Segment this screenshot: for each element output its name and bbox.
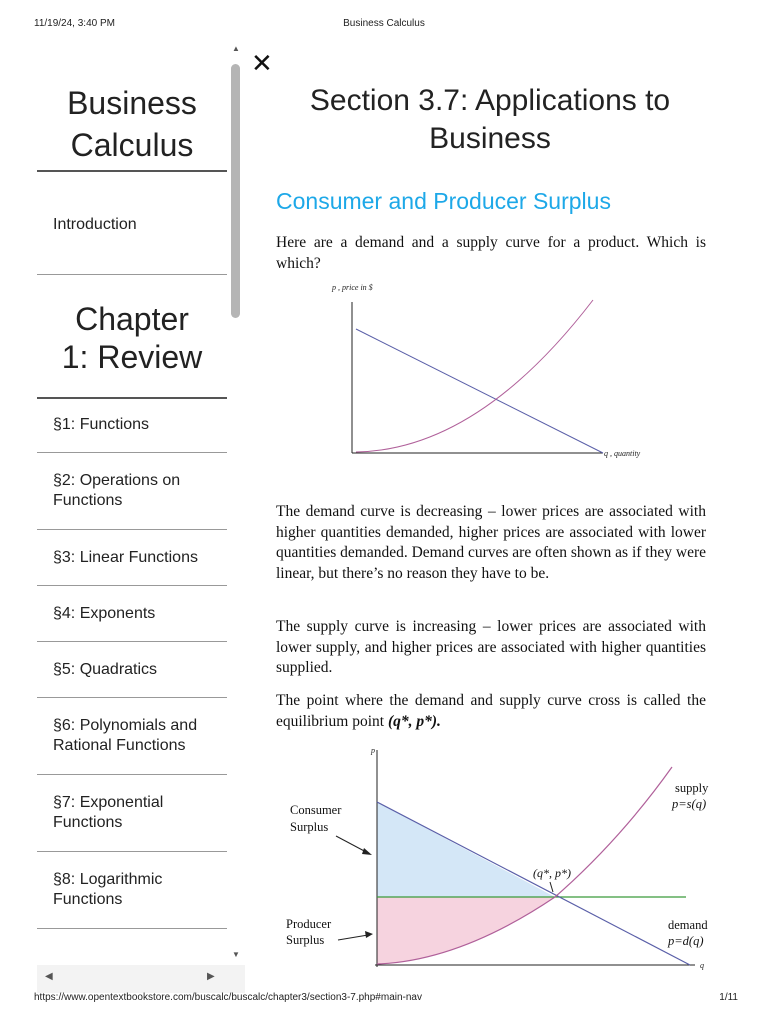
paragraph-intro: Here are a demand and a supply curve for a product. Which is which? (276, 234, 706, 272)
sidebar-nav (37, 38, 245, 988)
graph1-xlabel: q , quantity (604, 449, 641, 458)
supply-label: supply (675, 781, 709, 795)
divider (37, 697, 227, 698)
paragraph-equilibrium (276, 691, 706, 732)
divider (37, 774, 227, 775)
sidebar-item-logarithmic-functions[interactable] (53, 870, 225, 910)
supply-function-label: p=s(q) (672, 797, 707, 811)
scrollbar-thumb[interactable] (231, 64, 240, 318)
print-url: https://www.opentextbookstore.com/buscalc/buscalc/chapter3/section3-7.php#main-nav (34, 992, 422, 1003)
sidebar-title-line2: Calculus (70, 127, 194, 163)
scroll-down-arrow-icon[interactable]: ▼ (232, 950, 240, 959)
arrowhead (365, 931, 373, 938)
divider (37, 585, 227, 586)
paragraph-demand: The demand curve is decreasing – lower prices are associated with higher quantities demanded, higher prices are associated with lower quantities demanded. Demand curves are often shown as if they were linear, but there’s no reason they have to be. (276, 503, 706, 582)
producer-surplus-region (377, 897, 555, 964)
supply-curve (356, 300, 593, 452)
sidebar-item-label: §5: Quadratics (53, 661, 158, 678)
divider (37, 397, 227, 399)
divider (37, 274, 227, 275)
section-heading: Consumer and Producer Surplus (276, 188, 611, 214)
producer-surplus-arrow (338, 935, 368, 940)
close-icon[interactable]: ✕ (251, 48, 273, 78)
sidebar-item-linear-functions[interactable] (53, 548, 225, 568)
consumer-surplus-label-line1: Consumer (290, 803, 342, 817)
sidebar-item-functions[interactable] (53, 415, 225, 435)
sidebar-item-label: §1: Functions (53, 416, 150, 433)
sidebar-item-label: §6: Polynomials and (53, 717, 198, 734)
sidebar-item-introduction[interactable]: Introduction (53, 216, 137, 233)
surplus-graph (280, 745, 720, 975)
equilibrium-label: (q*, p*) (533, 866, 571, 880)
page-title-line1: Section 3.7: Applications to (309, 84, 671, 117)
print-header (0, 18, 768, 34)
demand-function-label: p=d(q) (668, 934, 704, 948)
graph2-xlabel: q (700, 961, 704, 970)
sidebar-item-quadratics[interactable] (53, 660, 225, 680)
print-timestamp: 11/19/24, 3:40 PM (34, 18, 115, 29)
sidebar-item-label: §7: Exponential (53, 794, 164, 811)
divider (37, 529, 227, 530)
equilibrium-point-math: (q*, p*). (387, 712, 441, 730)
divider (37, 851, 227, 852)
scroll-right-arrow-icon[interactable]: ▶ (207, 971, 215, 982)
sidebar-chapter-title[interactable] (37, 300, 227, 376)
demand-curve (356, 329, 603, 453)
sidebar-item-label: Functions (53, 891, 123, 908)
sidebar-item-label: Functions (53, 492, 123, 509)
sidebar-item-operations-on-functions[interactable] (53, 471, 225, 511)
horizontal-scrollbar[interactable] (37, 965, 245, 993)
arrowhead (362, 848, 372, 855)
sidebar-item-label: §3: Linear Functions (53, 549, 198, 566)
divider (37, 170, 227, 172)
demand-label: demand (668, 918, 708, 932)
producer-surplus-label-line1: Producer (286, 917, 332, 931)
chapter-title-line2: 1: Review (61, 339, 203, 375)
sidebar-item-label: §8: Logarithmic (53, 871, 163, 888)
producer-surplus-label-line2: Surplus (286, 933, 325, 947)
sidebar-item-label: Functions (53, 814, 123, 831)
sidebar-item-label: §4: Exponents (53, 605, 156, 622)
paragraph-equilibrium-text: The point where the demand and supply curve cross is called the equilibrium point (276, 692, 706, 730)
consumer-surplus-label-line2: Surplus (290, 820, 329, 834)
divider (37, 928, 227, 929)
chapter-title-line1: Chapter (75, 301, 189, 337)
page-number: 1/11 (719, 992, 738, 1003)
graph2-ylabel: p (371, 746, 375, 755)
graph1-ylabel: p , price in $ (332, 283, 373, 292)
page-title (270, 82, 710, 158)
scroll-left-arrow-icon[interactable]: ◀ (45, 971, 53, 982)
sidebar-item-label: Rational Functions (53, 737, 186, 754)
sidebar-item-polynomials[interactable] (53, 716, 225, 756)
sidebar-item-exponential-functions[interactable] (53, 793, 225, 833)
scroll-up-arrow-icon[interactable]: ▲ (232, 44, 240, 53)
sidebar-item-exponents[interactable] (53, 604, 225, 624)
sidebar-item-label: §2: Operations on (53, 472, 181, 489)
divider (37, 641, 227, 642)
paragraph-supply: The supply curve is increasing – lower prices are associated with lower supply, and higher prices are associated with higher quantities supplied. (276, 618, 706, 676)
sidebar-title-line1: Business (67, 85, 197, 121)
sidebar-book-title[interactable] (37, 82, 227, 166)
demand-supply-graph (318, 280, 663, 465)
print-title: Business Calculus (343, 18, 425, 29)
page-title-line2: Business (429, 122, 551, 155)
divider (37, 452, 227, 453)
equilibrium-arrow (550, 882, 553, 892)
